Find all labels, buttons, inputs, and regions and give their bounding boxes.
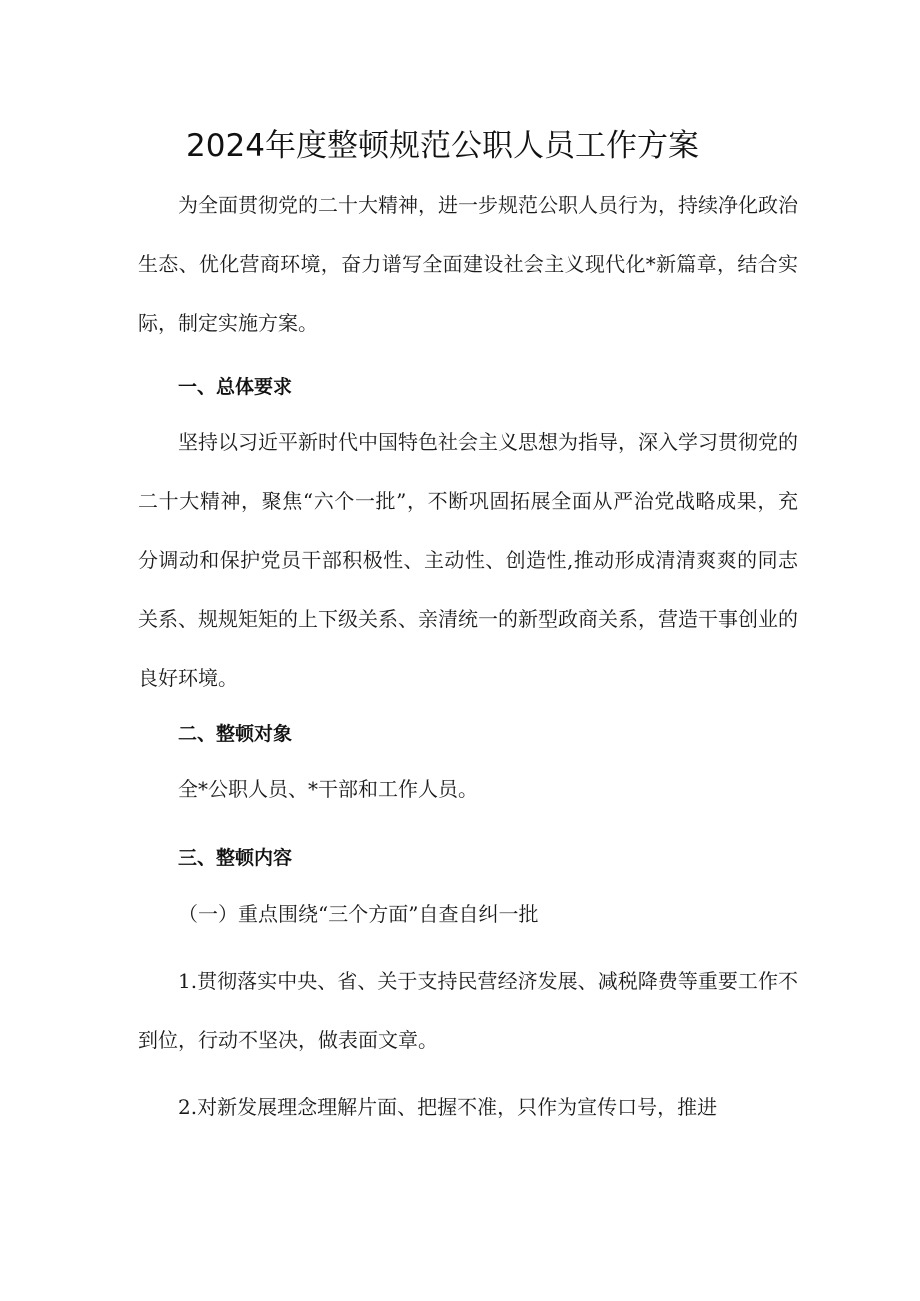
intro-paragraph: 为全面贯彻党的二十大精神，进一步规范公职人员行为，持续净化政治生态、优化营商环境，奋力谱写全面建设社会主义现代化*新篇章，结合实际，制定实施方案。 <box>138 193 798 335</box>
section-heading-general-requirements: 一、总体要求 <box>178 376 293 398</box>
section-heading-content: 三、整顿内容 <box>178 847 293 869</box>
section-body-targets: 全*公职人员、*干部和工作人员。 <box>178 777 478 801</box>
subsection-heading-self-check: （一）重点围绕“三个方面”自查自纠一批 <box>178 902 539 926</box>
section-body-general-requirements: 坚持以习近平新时代中国特色社会主义思想为指导，深入学习贯彻党的二十大精神，聚焦“六个一批”，不断巩固拓展全面从严治党战略成果，充分调动和保护党员干部积极性、主动性、创造性,推动形成清清爽爽的同志关系、规规矩矩的上下级关系、亲清统一的新型政商关系，营造干事创业的良好环境。 <box>138 430 798 690</box>
document-title: 2024年度整顿规范公职人员工作方案 <box>186 128 699 164</box>
list-item-2: 2.对新发展理念理解片面、把握不准，只作为宣传口号，推进 <box>178 1095 718 1119</box>
list-item-1: 1.贯彻落实中央、省、关于支持民营经济发展、减税降费等重要工作不到位，行动不坚决，做表面文章。 <box>138 969 798 1052</box>
section-heading-targets: 二、整顿对象 <box>178 723 293 745</box>
